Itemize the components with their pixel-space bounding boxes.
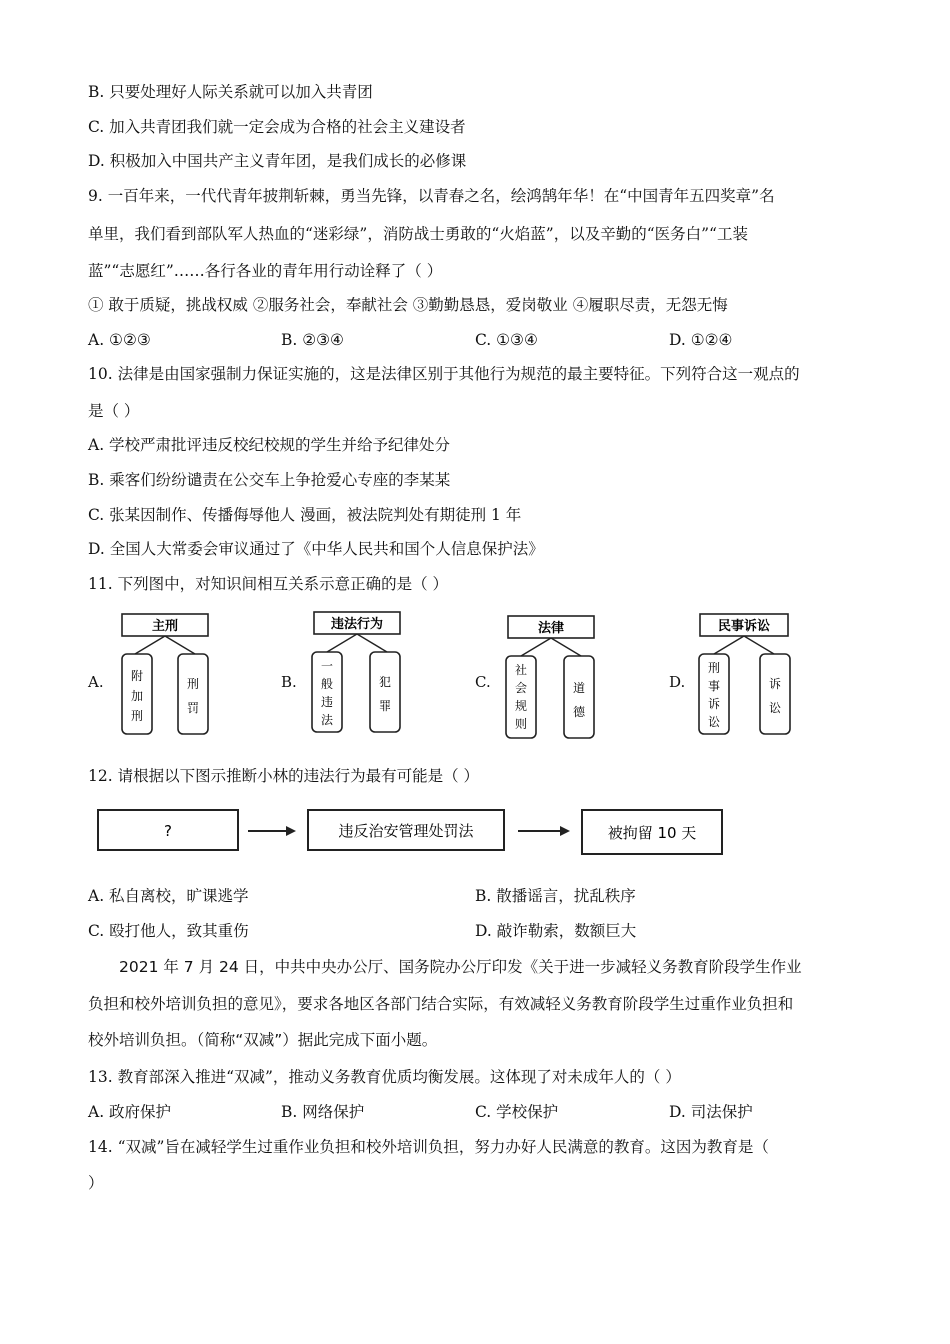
q10-option-a: A. 学校严肃批评违反校纪校规的学生并给予纪律处分 [88, 436, 451, 454]
q11-stem: 11. 下列图中，对知识间相互关系示意正确的是（ ） [88, 575, 449, 593]
diagram-d-right-1: 诉 [768, 677, 782, 691]
q14-stem-line1: 14. “双减”旨在减轻学生过重作业负担和校外培训负担，努力办好人民满意的教育。这因为教育是（ [88, 1138, 769, 1156]
diagram-d-right-2: 讼 [768, 701, 782, 715]
q9-option-d: D. ①②④ [669, 331, 733, 349]
diagram-d-left-2: 事 [707, 679, 721, 693]
diagram-c-left-3: 规 [514, 699, 528, 713]
q11-diagram-d [690, 606, 800, 740]
q9-stem-line1: 9. 一百年来，一代代青年披荆斩棘，勇当先锋，以青春之名，绘鸿鹄年华！在“中国青年五四奖章”名 [88, 187, 775, 205]
q11-diagram-a-label: A. [88, 673, 104, 691]
q12-flowchart [90, 800, 740, 866]
q9-stem-line2: 单里，我们看到部队军人热血的“迷彩绿”，消防战士勇敢的“火焰蓝”，以及辛勤的“医务白”“工装 [88, 225, 748, 243]
q8-option-c: C. 加入共青团我们就一定会成为合格的社会主义建设者 [88, 118, 466, 136]
diagram-a-left-1: 附 [130, 669, 144, 683]
diagram-b-top: 违法行为 [330, 617, 384, 632]
material-line1: 2021 年 7 月 24 日，中共中央办公厅、国务院办公厅印发《关于进一步减轻义务教育阶段学生作业 [119, 958, 802, 976]
diagram-d-left-3: 诉 [707, 697, 721, 711]
q9-items: ① 敢于质疑，挑战权威 ②服务社会，奉献社会 ③勤勤恳恳，爱岗敬业 ④履职尽责，无怨无悔 [88, 296, 728, 314]
diagram-c-top: 法律 [537, 621, 565, 636]
material-line3: 校外培训负担。（简称“双减”）据此完成下面小题。 [88, 1031, 438, 1049]
diagram-b-right-1: 犯 [378, 675, 392, 689]
diagram-a-left-3: 刑 [130, 709, 144, 723]
q10-option-c: C. 张某因制作、传播侮辱他人 漫画，被法院判处有期徒刑 1 年 [88, 506, 522, 524]
q11-diagram-b-label: B. [281, 673, 297, 691]
material-line2: 负担和校外培训负担的意见》，要求各地区各部门结合实际，有效减轻义务教育阶段学生过重作业负担和 [88, 995, 794, 1013]
diagram-d-left-4: 讼 [707, 715, 721, 729]
diagram-a-left-2: 加 [130, 689, 144, 703]
q10-stem-line1: 10. 法律是由国家强制力保证实施的，这是法律区别于其他行为规范的最主要特征。下列符合这一观点的 [88, 365, 800, 383]
q8-option-d: D. 积极加入中国共产主义青年团，是我们成长的必修课 [88, 152, 467, 170]
q14-stem-line2: ） [88, 1174, 104, 1192]
diagram-a-right-2: 罚 [186, 701, 200, 715]
flow-box-2: 违反治安管理处罚法 [338, 822, 474, 840]
q13-option-b: B. 网络保护 [281, 1103, 365, 1121]
q11-diagram-c [498, 608, 608, 742]
diagram-a-top: 主刑 [151, 619, 179, 634]
q9-option-c: C. ①③④ [475, 331, 538, 349]
q12-option-d: D. 敲诈勒索，数额巨大 [475, 922, 637, 940]
q10-option-d: D. 全国人大常委会审议通过了《中华人民共和国个人信息保护法》 [88, 540, 544, 558]
diagram-a-right-1: 刑 [186, 677, 200, 691]
q9-option-a: A. ①②③ [88, 331, 151, 349]
q10-option-b: B. 乘客们纷纷谴责在公交车上争抢爱心专座的李某某 [88, 471, 451, 489]
q12-option-a: A. 私自离校，旷课逃学 [88, 887, 249, 905]
q11-diagram-d-label: D. [669, 673, 686, 691]
diagram-c-left-4: 则 [514, 717, 528, 731]
q8-option-b: B. 只要处理好人际关系就可以加入共青团 [88, 83, 373, 101]
arrow-right-icon [560, 826, 570, 836]
q11-diagram-c-label: C. [475, 673, 491, 691]
q13-stem: 13. 教育部深入推进“双减”，推动义务教育优质均衡发展。这体现了对未成年人的（ ） [88, 1068, 681, 1086]
q9-option-b: B. ②③④ [281, 331, 344, 349]
q13-option-c: C. 学校保护 [475, 1103, 559, 1121]
diagram-d-top: 民事诉讼 [717, 619, 771, 634]
q13-option-d: D. 司法保护 [669, 1103, 753, 1121]
diagram-b-left-4: 法 [320, 713, 334, 727]
diagram-c-right-1: 道 [572, 681, 586, 695]
q11-diagram-b [302, 604, 412, 738]
diagram-b-left-1: 一 [320, 659, 334, 673]
flow-box-1: ? [164, 822, 172, 840]
diagram-c-left-2: 会 [514, 681, 528, 695]
q12-stem: 12. 请根据以下图示推断小林的违法行为最有可能是（ ） [88, 767, 480, 785]
q11-diagram-a [110, 608, 220, 738]
flow-box-3: 被拘留 10 天 [607, 824, 697, 842]
diagram-c-left-1: 社 [514, 663, 528, 677]
arrow-right-icon [286, 826, 296, 836]
diagram-b-left-3: 违 [320, 695, 334, 709]
diagram-b-left-2: 般 [320, 677, 334, 691]
q13-option-a: A. 政府保护 [88, 1103, 172, 1121]
q10-stem-line2: 是（ ） [88, 402, 140, 420]
q9-stem-line3: 蓝”“志愿红”……各行各业的青年用行动诠释了（ ） [88, 262, 443, 280]
diagram-c-right-2: 德 [572, 705, 586, 719]
q12-option-b: B. 散播谣言，扰乱秩序 [475, 887, 636, 905]
q12-option-c: C. 殴打他人，致其重伤 [88, 922, 249, 940]
diagram-d-left-1: 刑 [707, 661, 721, 675]
diagram-b-right-2: 罪 [378, 699, 392, 713]
